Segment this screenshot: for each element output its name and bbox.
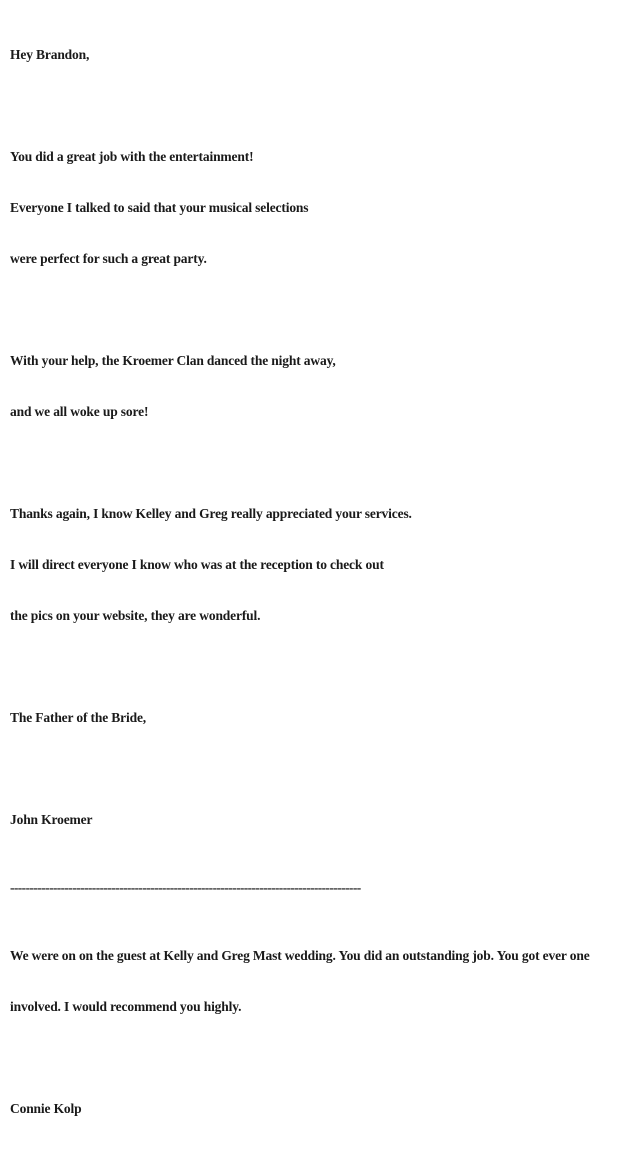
text-line: You did a great job with the entertainment! — [10, 149, 254, 164]
text-line: We were on on the guest at Kelly and Greg Mast wedding. You did an outstanding job. You got ever one — [10, 948, 590, 963]
text-line: involved. I would recommend you highly. — [10, 999, 242, 1014]
letter1-paragraph-1 — [10, 114, 640, 301]
text-line: and we all woke up sore! — [10, 404, 149, 419]
letter1-signature — [10, 777, 640, 862]
text-line: the pics on your website, they are wonderful. — [10, 608, 261, 623]
greeting-line: Hey Brandon, — [10, 47, 90, 62]
letter1-greeting — [10, 12, 640, 97]
text-line: Thanks again, I know Kelley and Greg really appreciated your services. — [10, 506, 412, 521]
letter2-body — [10, 913, 640, 1049]
closing-line: The Father of the Bride, — [10, 710, 147, 725]
text-line: With your help, the Kroemer Clan danced the night away, — [10, 353, 336, 368]
signature-line: John Kroemer — [10, 812, 93, 827]
text-line: were perfect for such a great party. — [10, 251, 207, 266]
text-line: I will direct everyone I know who was at the reception to check out — [10, 557, 384, 572]
signature-line: Connie Kolp — [10, 1101, 82, 1116]
letter1-paragraph-2 — [10, 318, 640, 454]
section-divider: ------------------------------------------------------------------------------------------ — [10, 880, 361, 895]
letter1-closing — [10, 675, 640, 760]
letter1-paragraph-3 — [10, 471, 640, 658]
letter2-signature — [10, 1066, 640, 1151]
text-line: Everyone I talked to said that your musical selections — [10, 200, 309, 215]
